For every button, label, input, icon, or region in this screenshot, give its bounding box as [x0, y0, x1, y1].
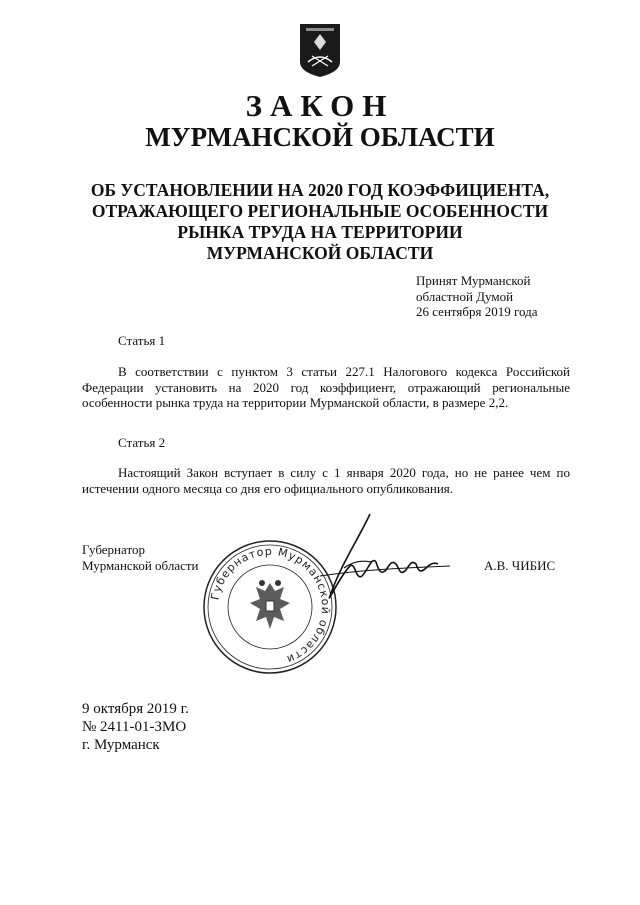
article-2-heading: Статья 2 — [118, 435, 166, 450]
adoption-line: областной Думой — [416, 288, 514, 304]
signatory-name: А.В. ЧИБИС — [484, 558, 556, 573]
adoption-line: Принят Мурманской — [416, 273, 531, 288]
adoption-note — [416, 273, 616, 320]
signature — [300, 506, 460, 616]
coat-of-arms-icon — [298, 22, 342, 78]
signatory-title-line: Мурманской области — [82, 557, 199, 573]
law-number: № 2411-01-ЗМО — [82, 719, 187, 735]
subtitle-line: МУРМАНСКОЙ ОБЛАСТИ — [206, 243, 434, 263]
document-footer — [82, 700, 189, 754]
signing-city: г. Мурманск — [82, 737, 160, 753]
article-1-heading: Статья 1 — [118, 333, 166, 348]
subtitle-line: ОТРАЖАЮЩЕГО РЕГИОНАЛЬНЫЕ ОСОБЕННОСТИ — [91, 201, 549, 221]
eagle-icon — [250, 580, 290, 629]
article-2-text: Настоящий Закон вступает в силу с 1 января 2020 года, но не ранее чем по истечении одного месяца со дня его официального опубликования. — [82, 465, 570, 496]
article-1-text: В соответствии с пунктом 3 статьи 227.1 Налогового кодекса Российской Федерации установить на 2020 год коэффициент, отражающий региональные особенности рынка труда на территории Мурманской области, в размере 2,2. — [82, 364, 570, 411]
signatory-title — [82, 542, 199, 573]
signing-date: 9 октября 2019 г. — [82, 701, 189, 717]
law-subtitle — [60, 180, 580, 264]
signatory-title-line: Губернатор — [82, 542, 145, 557]
seal-text: Губернатор Мурманской области — [208, 544, 333, 667]
subtitle-line: ОБ УСТАНОВЛЕНИИ НА 2020 ГОД КОЭФФИЦИЕНТА, — [90, 180, 550, 200]
subtitle-line: РЫНКА ТРУДА НА ТЕРРИТОРИИ — [177, 222, 463, 242]
adoption-date: 26 сентября 2019 года — [416, 304, 538, 319]
law-title: ЗАКОН — [245, 88, 395, 123]
region-title: МУРМАНСКОЙ ОБЛАСТИ — [145, 122, 495, 152]
